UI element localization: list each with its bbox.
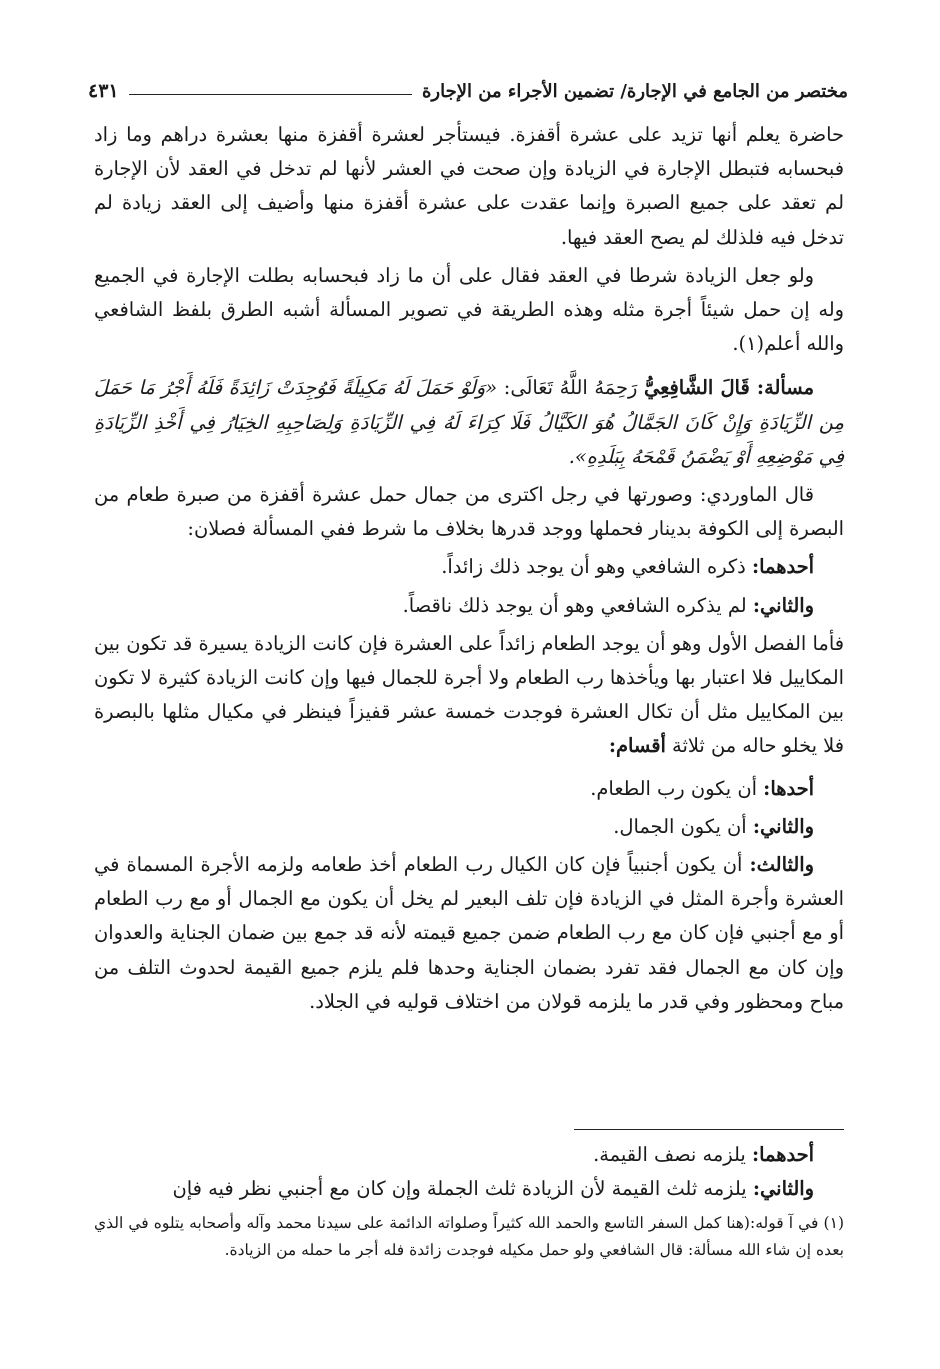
footnotes <box>94 1210 844 1264</box>
qism-1-label: أحدها: <box>763 776 814 800</box>
page-number: ٤٣١ <box>88 80 119 102</box>
tail-2-text: يلزمه ثلث القيمة لأن الزيادة ثلث الجملة وإن كان مع أجنبي نظر فيه فإن <box>172 1177 747 1200</box>
fasl-1 <box>94 550 844 584</box>
fasl-2-text: لم يذكره الشافعي وهو أن يوجد ذلك ناقصاً. <box>402 593 747 617</box>
tail-1-text: يلزمه نصف القيمة. <box>593 1143 746 1166</box>
tail-1-label: أحدهما: <box>751 1143 814 1166</box>
footnote-ref: (١). <box>732 332 765 356</box>
header-rule <box>129 94 412 95</box>
tail-2 <box>94 1172 844 1206</box>
fasl-2 <box>94 589 844 623</box>
qism-2-label: والثاني: <box>752 814 814 838</box>
masala-block <box>94 371 844 474</box>
main-text <box>94 118 844 1019</box>
running-header <box>88 66 848 102</box>
qism-1-text: أن يكون رب الطعام. <box>590 776 757 800</box>
qism-3-label: والثالث: <box>749 853 814 877</box>
running-title: مختصر من الجامع في الإجارة/ تضمين الأجراء من الإجارة <box>422 81 848 102</box>
continuation-text <box>94 1138 844 1206</box>
paragraph-1: حاضرة يعلم أنها تزيد على عشرة أقفزة. فيستأجر لعشرة أقفزة منها بعشرة دراهم وما زاد فبحسابه فتبطل الإجارة في الزيادة وإن صحت في العشر لأنها لم تدخل في العقد لأن الإجارة لم تعقد على جميع الصبرة وإنما عقدت على عشرة أقفزة منها وأضيف إلى العقد زيادة لم تدخل فيه فلذلك لم يصح العقد فيها. <box>94 123 844 249</box>
qism-3-text: أن يكون أجنبياً فإن كان الكيال رب الطعام أخذ طعامه ولزمه الأجرة المسماة في العشرة وأجرة المثل في الزيادة فإن تلف البعير لم يخل أن يكون مع الجمال أو مع رب الطعام أو مع أجنبي فإن كان مع رب الطعام ضمن جميع قيمته لأنه قد جمع بين ضمان الجناية والعدوان وإن كان مع الجمال فقد تفرد بضمان الجناية وحدها فلم يلزم جميع القيمة لحدوث التلف من مباح ومحظور وفي قدر ما يلزمه قولان من اختلاف قوليه في الجلاد. <box>94 853 844 1013</box>
footnote-1: (١) في آ قوله:(هنا كمل السفر التاسع والحمد الله كثيراً وصلواته الدائمة على سيدنا محمد وآله وأصحابه يتلوه في الذي بعده إن شاء الله مسألة: قال الشافعي ولو حمل مكيله فوجدت زائدة فله أجر ما حمله من الزيادة. <box>94 1214 844 1259</box>
fasl-1-text: ذكره الشافعي وهو أن يوجد ذلك زائداً. <box>441 555 746 579</box>
paragraph-2 <box>94 259 844 362</box>
paragraph-2-text: ولو جعل الزيادة شرطا في العقد فقال على أن ما زاد فبحسابه بطلت الإجارة في الجميع وله إن حمل شيئاً أجرة مثله وهذه الطريقة في تصوير المسألة أشبه الطرق بلفظ الشافعي والله أعلم <box>94 263 844 356</box>
paragraph-4 <box>94 627 844 764</box>
masala-honorific: رَحِمَهُ اللَّهُ تَعَالَى: <box>503 376 638 400</box>
tail-2-label: والثاني: <box>752 1177 814 1200</box>
qism-2 <box>94 810 844 844</box>
masala-label: مسألة: قَالَ الشَّافِعِيُّ <box>643 376 814 400</box>
qism-3 <box>94 848 844 1019</box>
tail-1 <box>94 1138 844 1172</box>
masala-quote: «وَلَوْ حَمَلَ لَهُ مَكِيلَةً فَوُجِدَتْ زَائِدَةً فَلَهُ أَجْرُ مَا حَمَلَ مِن الزِّيَادَةِ وَإِنْ كَانَ الجَمَّالُ هُوَ الكَيَّالُ فَلَا كِرَاءَ لَهُ فِي الزِّيَادَةِ وَلِصَاحِبِهِ الخِيَارُ فِي أَخْذِ الزِّيَادَةِ فِي مَوْضِعِهِ أَوْ يَضْمَنُ قَمْحَهُ بِبَلَدِهِ». <box>94 376 844 468</box>
fasl-1-label: أحدهما: <box>751 555 814 579</box>
aqsam-label: أقسام: <box>608 734 666 758</box>
qism-1 <box>94 772 844 806</box>
footnote-separator <box>574 1129 844 1130</box>
paragraph-4-text: فأما الفصل الأول وهو أن يوجد الطعام زائداً على العشرة فإن كانت الزيادة يسيرة قد تكون بين المكاييل فلا اعتبار بها ويأخذها رب الطعام ولا أجرة للجمال فيها وإن كانت الزيادة كثيرة لا تكون بين المكاييل مثل أن تكال العشرة فوجدت خمسة عشر قفيزاً فينظر في مكيال مثلها بالبصرة فلا يخلو حاله من ثلاثة <box>94 631 844 758</box>
fasl-2-label: والثاني: <box>752 593 814 617</box>
paragraph-3: قال الماوردي: وصورتها في رجل اكترى من جمال حمل عشرة أقفزة من صبرة طعام من البصرة إلى الكوفة بدينار فحملها ووجد قدرها بخلاف ما شرط ففي المسألة فصلان: <box>94 483 844 541</box>
qism-2-text: أن يكون الجمال. <box>613 814 747 838</box>
